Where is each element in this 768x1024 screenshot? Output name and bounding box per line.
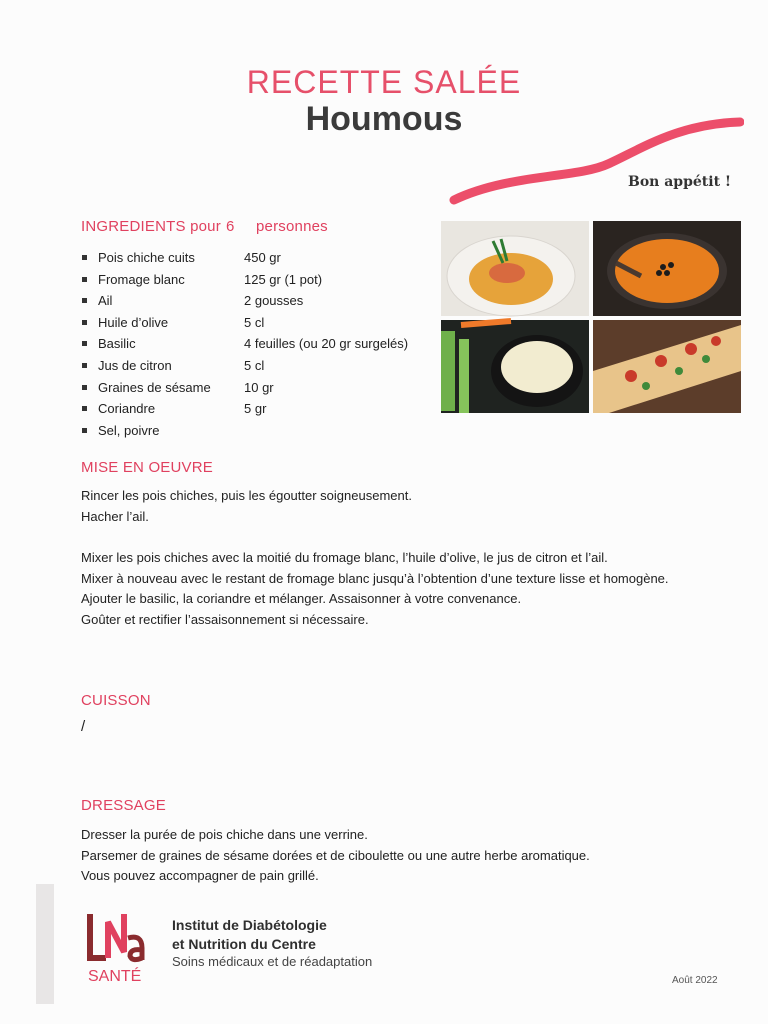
- ingredients-list: [82, 247, 408, 441]
- scan-edge-mark: [36, 884, 54, 1004]
- cuisson-heading: CUISSON: [81, 692, 151, 709]
- ingredient-name: Basilic: [98, 336, 136, 352]
- ingredient-qty: 2 gousses: [244, 293, 304, 309]
- dressage-line: Parsemer de graines de sésame dorées et de ciboulette ou une autre herbe aromatique.: [81, 847, 590, 863]
- ingredient-item: [82, 398, 408, 420]
- ingredient-qty: 125 gr (1 pot): [244, 271, 323, 287]
- cuisson-value: /: [81, 718, 86, 735]
- mise-en-oeuvre-steps-b: [81, 548, 669, 630]
- recipe-photo-grid: [441, 221, 741, 413]
- dressage-line: Vous pouvez accompagner de pain grillé.: [81, 868, 319, 883]
- ingredient-item: [82, 312, 408, 334]
- servings-unit: personnes: [256, 218, 328, 235]
- recipe-category: RECETTE SALÉE: [246, 64, 522, 100]
- step-line: Mixer les pois chiches avec la moitié du fromage blanc, l’huile d’olive, le jus de citron et l’ail.: [81, 550, 608, 565]
- dressage-text: [81, 825, 590, 887]
- ingredient-qty: 4 feuilles (ou 20 gr surgelés): [244, 336, 409, 352]
- ingredient-qty: 10 gr: [244, 379, 274, 395]
- dressage-line: Dresser la purée de pois chiche dans une verrine.: [81, 827, 368, 842]
- ingredient-item: [82, 377, 408, 399]
- ingredients-heading: INGREDIENTS pour: [81, 218, 221, 235]
- ingredient-name: Coriandre: [98, 401, 156, 417]
- logo-sante-text: SANTÉ: [88, 968, 142, 985]
- ingredient-name: Ail: [98, 293, 113, 309]
- mise-en-oeuvre-heading: MISE EN OEUVRE: [81, 459, 213, 476]
- veggie-dip-photo: [441, 320, 589, 413]
- step-line: Hacher l’ail.: [81, 508, 149, 524]
- ingredient-name: Huile d’olive: [98, 314, 169, 330]
- decorative-swoosh: [448, 112, 744, 208]
- step-line: Ajouter le basilic, la coriandre et mélanger. Assaisonner à votre convenance.: [81, 591, 522, 606]
- ingredient-item: [82, 269, 408, 291]
- ingredient-name: Graines de sésame: [98, 379, 211, 395]
- ingredient-qty: 5 cl: [244, 314, 265, 330]
- pumpkin-soup-photo: [593, 221, 741, 316]
- mise-en-oeuvre-steps-a: [81, 486, 412, 527]
- step-line: Rincer les pois chiches, puis les égoutter soigneusement.: [81, 488, 412, 503]
- ingredient-qty: 5 gr: [244, 401, 267, 417]
- ingredient-item: [82, 333, 408, 355]
- institute-name-line1: Institut de Diabétologie: [172, 917, 327, 933]
- ingredient-name: Fromage blanc: [98, 271, 185, 287]
- ingredient-item: [82, 290, 408, 312]
- institute-name-line2: et Nutrition du Centre: [172, 936, 316, 952]
- ingredient-name: Pois chiche cuits: [98, 250, 195, 265]
- document-date: Août 2022: [672, 975, 718, 986]
- ingredient-item: [82, 247, 408, 269]
- salmon-dish-photo: [441, 221, 589, 316]
- ingredient-name: Sel, poivre: [98, 422, 160, 438]
- idnc-logo-icon: [84, 908, 148, 968]
- institute-subtitle: Soins médicaux et de réadaptation: [172, 954, 373, 969]
- bon-appetit-text: Bon appétit !: [628, 174, 732, 190]
- step-line: Mixer à nouveau avec le restant de fromage blanc jusqu’à l’obtention d’une texture lisse et homogène.: [81, 570, 669, 586]
- step-line: Goûter et rectifier l’assaisonnement si nécessaire.: [81, 611, 369, 627]
- dressage-heading: DRESSAGE: [81, 797, 166, 814]
- ingredient-qty: 5 cl: [244, 357, 265, 373]
- recipe-title: Houmous: [305, 100, 463, 138]
- flatbread-photo: [593, 320, 741, 413]
- ingredient-item: [82, 420, 408, 442]
- ingredient-item: [82, 355, 408, 377]
- servings-count: 6: [226, 218, 235, 235]
- ingredient-qty: 450 gr: [244, 250, 281, 265]
- ingredient-name: Jus de citron: [98, 357, 172, 373]
